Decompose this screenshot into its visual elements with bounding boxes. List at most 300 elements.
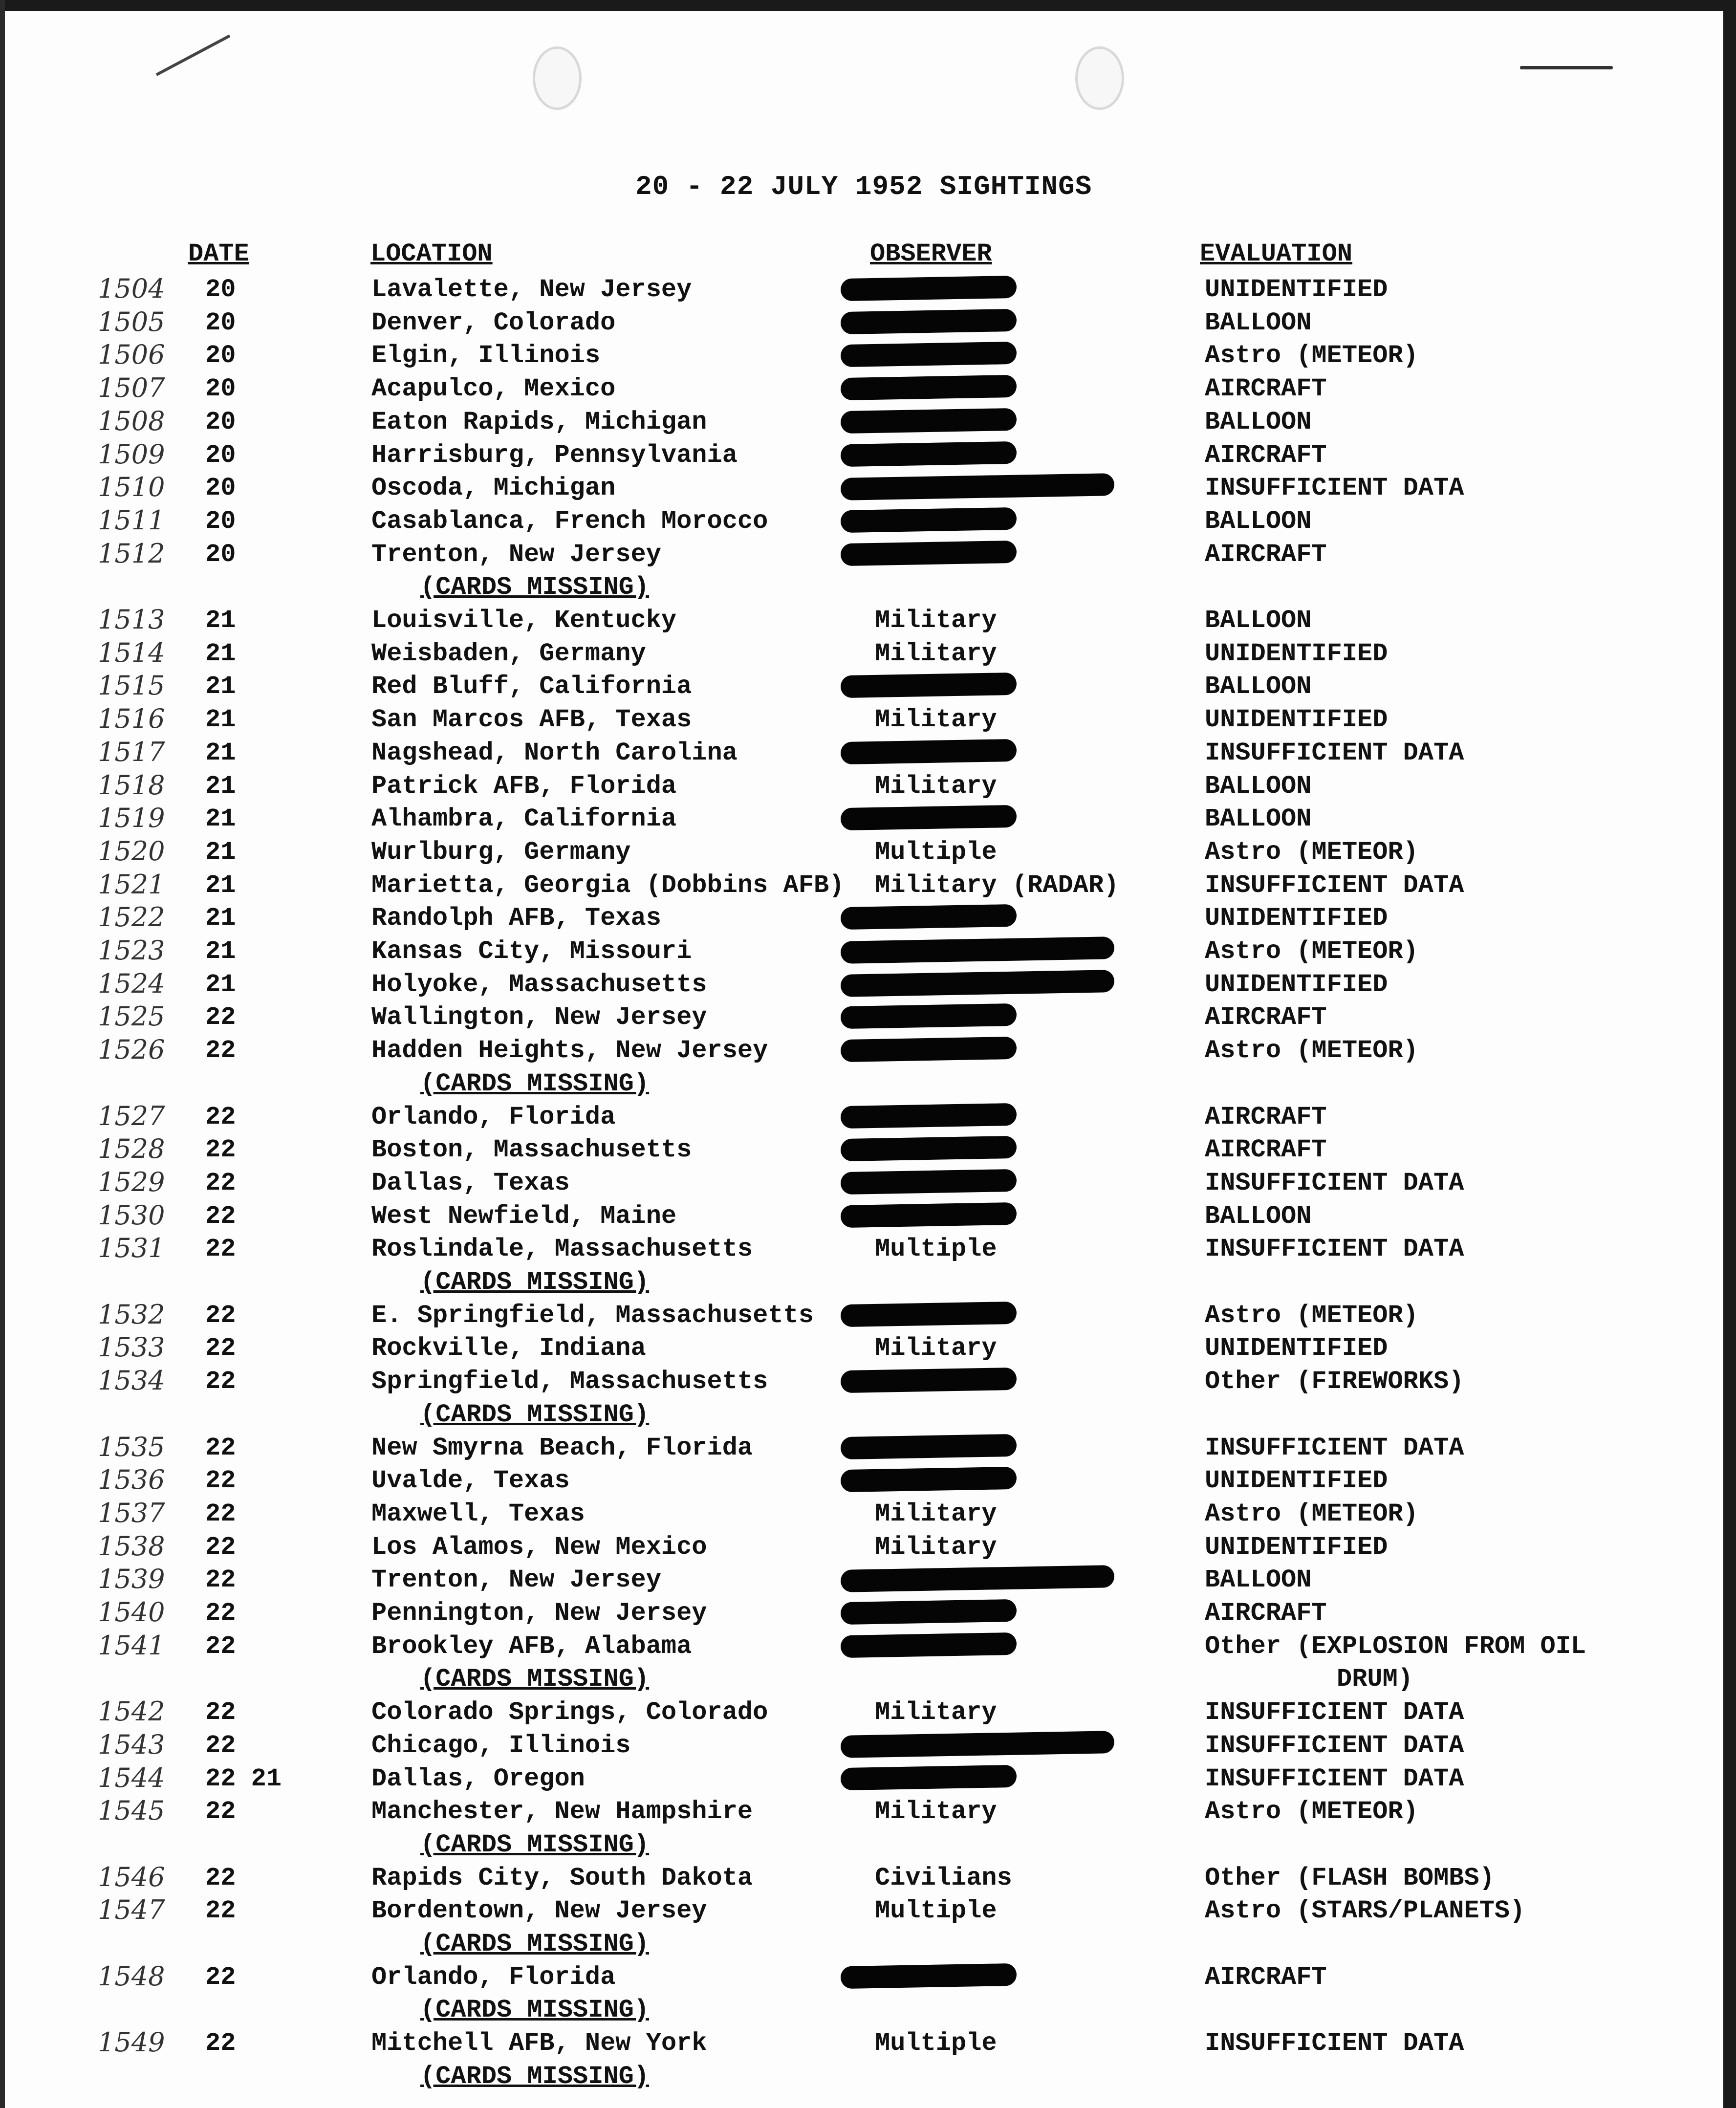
observer-cell: Civilians: [875, 1863, 1012, 1892]
evaluation-cell: UNIDENTIFIED: [1205, 1532, 1388, 1562]
location-cell: Trenton, New Jersey: [371, 1565, 661, 1595]
case-number: 1520: [98, 835, 165, 867]
scan-border-right: [1723, 0, 1736, 2108]
evaluation-cell: Astro (STARS/PLANETS): [1205, 1896, 1525, 1926]
location-cell: Roslindale, Massachusetts: [371, 1235, 753, 1264]
table-row: [0, 937, 1720, 971]
table-row-continuation: [0, 1665, 1720, 1699]
case-number: 1549: [98, 2027, 165, 2058]
location-cell: Harrisburg, Pennsylvania: [371, 440, 738, 470]
cards-missing-note: (CARDS MISSING): [420, 1268, 650, 1297]
note-row: [0, 1069, 1720, 1104]
date-cell: 22: [205, 1499, 236, 1528]
case-number: 1506: [98, 339, 165, 370]
note-row: [0, 1830, 1720, 1865]
location-cell: Mitchell AFB, New York: [371, 2029, 707, 2058]
case-number: 1531: [98, 1233, 165, 1264]
observer-cell: Military: [875, 1698, 997, 1727]
header-evaluation: EVALUATION: [1200, 239, 1353, 268]
date-cell: 22: [205, 1599, 236, 1628]
table-row: [0, 1166, 1720, 1203]
table-row: [0, 405, 1720, 442]
date-cell: 21: [205, 970, 236, 999]
observer-cell: Multiple: [875, 1235, 997, 1264]
date-cell: 21: [205, 738, 236, 767]
evaluation-cell: INSUFFICIENT DATA: [1205, 870, 1464, 900]
date-cell: 22: [205, 1896, 236, 1926]
date-cell: 22: [205, 1201, 236, 1231]
table-row: [0, 474, 1720, 508]
table-row: [0, 1530, 1720, 1567]
table-row: [0, 1135, 1720, 1170]
case-number: 1516: [98, 703, 165, 735]
observer-cell: Military: [875, 1797, 997, 1826]
observer-cell: Military (RADAR): [875, 870, 1119, 900]
date-cell: 22: [205, 1367, 236, 1396]
location-cell: Hadden Heights, New Jersey: [371, 1036, 768, 1065]
location-cell: Dallas, Oregon: [371, 1764, 585, 1793]
case-number: 1508: [98, 405, 165, 436]
case-number: 1525: [98, 1001, 165, 1032]
location-cell: Trenton, New Jersey: [371, 540, 661, 569]
location-cell: Eaton Rapids, Michigan: [371, 407, 707, 436]
redaction-bar: [841, 904, 1017, 930]
case-number: 1527: [98, 1100, 165, 1131]
evaluation-cell: INSUFFICIENT DATA: [1205, 1731, 1464, 1760]
case-number: 1507: [98, 372, 165, 404]
table-row: [0, 1764, 1720, 1799]
date-cell: 21: [205, 771, 236, 801]
case-number: 1535: [98, 1431, 165, 1462]
evaluation-cell: Astro (METEOR): [1205, 1301, 1418, 1330]
redaction-bar: [841, 1169, 1017, 1195]
header-date: DATE: [188, 239, 249, 268]
table-row: [0, 1199, 1720, 1236]
redaction-bar: [841, 309, 1017, 334]
date-cell: 21: [205, 937, 236, 966]
case-number: 1526: [98, 1034, 165, 1065]
redaction-bar: [841, 1467, 1017, 1492]
table-row: [0, 736, 1720, 773]
evaluation-cell: Astro (METEOR): [1205, 1036, 1418, 1065]
location-cell: Nagshead, North Carolina: [371, 738, 738, 767]
case-number: 1536: [98, 1464, 165, 1496]
evaluation-cell: INSUFFICIENT DATA: [1205, 738, 1464, 767]
evaluation-cell: Other (EXPLOSION FROM OIL: [1205, 1631, 1586, 1661]
date-cell: 22: [205, 1962, 236, 1992]
date-cell: 22: [205, 1433, 236, 1462]
location-cell: San Marcos AFB, Texas: [371, 705, 692, 735]
table-row: [0, 540, 1720, 574]
location-cell: Lavalette, New Jersey: [371, 275, 692, 304]
evaluation-cell: Other (FIREWORKS): [1205, 1367, 1464, 1396]
table-row: [0, 1565, 1720, 1600]
redaction-bar: [841, 1136, 1017, 1161]
observer-cell: Military: [875, 1499, 997, 1528]
date-cell: 20: [205, 506, 236, 536]
table-row: [0, 504, 1720, 541]
evaluation-cell-continued: DRUM): [1337, 1665, 1413, 1694]
table-row: [0, 1431, 1720, 1468]
location-cell: Springfield, Massachusetts: [371, 1367, 768, 1396]
case-number: 1533: [98, 1332, 165, 1363]
date-cell: 22: [205, 1565, 236, 1595]
note-row: [0, 2062, 1720, 2096]
evaluation-cell: BALLOON: [1205, 804, 1312, 834]
date-cell: 22: [205, 1334, 236, 1363]
case-number: 1547: [98, 1894, 165, 1926]
evaluation-cell: BALLOON: [1205, 506, 1312, 536]
cards-missing-note: (CARDS MISSING): [420, 1400, 650, 1429]
case-number: 1548: [98, 1960, 165, 1992]
evaluation-cell: UNIDENTIFIED: [1205, 1466, 1388, 1496]
location-cell: New Smyrna Beach, Florida: [371, 1433, 753, 1462]
redaction-bar: [841, 1103, 1017, 1128]
location-cell: E. Springfield, Massachusetts: [371, 1301, 814, 1330]
evaluation-cell: BALLOON: [1205, 308, 1312, 337]
date-cell: 22: [205, 1532, 236, 1562]
case-number: 1537: [98, 1497, 165, 1528]
punch-hole-right: [1075, 46, 1124, 110]
case-number: 1518: [98, 769, 165, 801]
punch-hole-left: [533, 46, 582, 110]
date-cell: 22: [205, 1301, 236, 1330]
evaluation-cell: UNIDENTIFIED: [1205, 1334, 1388, 1363]
location-cell: Manchester, New Hampshire: [371, 1797, 753, 1826]
date-cell: 21: [205, 804, 236, 834]
table-row: [0, 804, 1720, 839]
table-row: [0, 1334, 1720, 1368]
redaction-bar: [841, 1003, 1017, 1029]
note-row: [0, 573, 1720, 607]
evaluation-cell: BALLOON: [1205, 606, 1312, 635]
case-number: 1505: [98, 306, 165, 337]
case-number: 1509: [98, 438, 165, 470]
table-row: [0, 1367, 1720, 1401]
evaluation-cell: AIRCRAFT: [1205, 440, 1327, 470]
redaction-bar: [841, 375, 1017, 400]
evaluation-cell: UNIDENTIFIED: [1205, 639, 1388, 668]
case-number: 1510: [98, 472, 165, 503]
evaluation-cell: AIRCRAFT: [1205, 1135, 1327, 1165]
redaction-bar: [841, 1731, 1115, 1758]
date-cell: 20: [205, 540, 236, 569]
location-cell: Uvalde, Texas: [371, 1466, 570, 1496]
date-cell: 20: [205, 374, 236, 404]
location-cell: Pennington, New Jersey: [371, 1599, 707, 1628]
date-cell: 22 21: [205, 1764, 282, 1793]
table-row: [0, 672, 1720, 706]
top-rule-mark: [1520, 66, 1613, 69]
table-row: [0, 1698, 1720, 1732]
header-observer: OBSERVER: [870, 239, 992, 268]
table-row: [0, 606, 1720, 640]
location-cell: Louisville, Kentucky: [371, 606, 677, 635]
table-row: [0, 1301, 1720, 1335]
cards-missing-note: (CARDS MISSING): [420, 1069, 650, 1098]
table-row: [0, 705, 1720, 739]
case-number: 1504: [98, 273, 165, 304]
evaluation-cell: UNIDENTIFIED: [1205, 904, 1388, 933]
date-cell: 22: [205, 1102, 236, 1131]
redaction-bar: [841, 1599, 1017, 1625]
table-row: [0, 970, 1720, 1004]
redaction-bar: [841, 507, 1017, 533]
date-cell: 22: [205, 1036, 236, 1065]
table-row: [0, 1861, 1720, 1898]
redaction-bar: [841, 1202, 1017, 1227]
note-row: [0, 1996, 1720, 2030]
redaction-bar: [841, 739, 1017, 764]
note-row: [0, 1400, 1720, 1434]
date-cell: 21: [205, 837, 236, 867]
location-cell: Randolph AFB, Texas: [371, 904, 661, 933]
case-number: 1542: [98, 1696, 165, 1727]
table-row: [0, 1036, 1720, 1070]
redaction-bar: [841, 673, 1017, 698]
case-number: 1540: [98, 1597, 165, 1628]
observer-cell: Multiple: [875, 837, 997, 867]
date-cell: 21: [205, 904, 236, 933]
redaction-bar: [841, 540, 1017, 565]
location-cell: Rockville, Indiana: [371, 1334, 646, 1363]
case-number: 1519: [98, 803, 165, 834]
scan-border-top: [0, 0, 1736, 11]
case-number: 1543: [98, 1729, 165, 1760]
note-row: [0, 1930, 1720, 1964]
table-row: [0, 1599, 1720, 1633]
evaluation-cell: INSUFFICIENT DATA: [1205, 1168, 1464, 1197]
location-cell: Kansas City, Missouri: [371, 937, 692, 966]
case-number: 1534: [98, 1365, 165, 1396]
redaction-bar: [841, 1963, 1017, 1989]
table-row: [0, 374, 1720, 409]
observer-cell: Military: [875, 705, 997, 735]
table-row: [0, 341, 1720, 375]
evaluation-cell: Astro (METEOR): [1205, 1797, 1418, 1826]
observer-cell: Multiple: [875, 2029, 997, 2058]
location-cell: Rapids City, South Dakota: [371, 1863, 753, 1892]
evaluation-cell: UNIDENTIFIED: [1205, 970, 1388, 999]
redaction-bar: [841, 1368, 1017, 1393]
page-title: 20 - 22 JULY 1952 SIGHTINGS: [635, 171, 1092, 202]
date-cell: 22: [205, 2029, 236, 2058]
redaction-bar: [841, 1632, 1017, 1658]
case-number: 1528: [98, 1133, 165, 1165]
case-number: 1523: [98, 935, 165, 966]
evaluation-cell: BALLOON: [1205, 1201, 1312, 1231]
observer-cell: Military: [875, 771, 997, 801]
observer-cell: Multiple: [875, 1896, 997, 1926]
case-number: 1511: [98, 504, 165, 536]
case-number: 1539: [98, 1564, 165, 1595]
evaluation-cell: Other (FLASH BOMBS): [1205, 1863, 1495, 1892]
table-row: [0, 639, 1720, 674]
evaluation-cell: AIRCRAFT: [1205, 540, 1327, 569]
evaluation-cell: BALLOON: [1205, 771, 1312, 801]
location-cell: West Newfield, Maine: [371, 1201, 677, 1231]
date-cell: 22: [205, 1235, 236, 1264]
pen-mark: [156, 35, 231, 76]
evaluation-cell: UNIDENTIFIED: [1205, 275, 1388, 304]
date-cell: 22: [205, 1003, 236, 1032]
redaction-bar: [841, 473, 1115, 500]
date-cell: 22: [205, 1797, 236, 1826]
redaction-bar: [841, 970, 1115, 997]
evaluation-cell: Astro (METEOR): [1205, 341, 1418, 370]
evaluation-cell: AIRCRAFT: [1205, 1599, 1327, 1628]
evaluation-cell: Astro (METEOR): [1205, 1499, 1418, 1528]
date-cell: 21: [205, 705, 236, 735]
date-cell: 20: [205, 440, 236, 470]
redaction-bar: [841, 276, 1017, 301]
table-row: [0, 769, 1720, 806]
table-row: [0, 1960, 1720, 1997]
date-cell: 22: [205, 1631, 236, 1661]
date-cell: 21: [205, 870, 236, 900]
redaction-bar: [841, 936, 1115, 964]
table-row: [0, 1466, 1720, 1500]
location-cell: Colorado Springs, Colorado: [371, 1698, 768, 1727]
observer-cell: Military: [875, 639, 997, 668]
date-cell: 21: [205, 606, 236, 635]
observer-cell: Military: [875, 606, 997, 635]
cards-missing-note: (CARDS MISSING): [420, 1996, 650, 2025]
location-cell: Marietta, Georgia (Dobbins AFB): [371, 870, 845, 900]
case-number: 1530: [98, 1199, 165, 1231]
location-cell: Dallas, Texas: [371, 1168, 570, 1197]
location-cell: Wallington, New Jersey: [371, 1003, 707, 1032]
location-cell: Oscoda, Michigan: [371, 474, 616, 503]
location-cell: Holyoke, Massachusetts: [371, 970, 707, 999]
observer-cell: Military: [875, 1334, 997, 1363]
evaluation-cell: AIRCRAFT: [1205, 1962, 1327, 1992]
date-cell: 22: [205, 1168, 236, 1197]
evaluation-cell: AIRCRAFT: [1205, 1003, 1327, 1032]
table-row: [0, 438, 1720, 475]
redaction-bar: [841, 408, 1017, 434]
cards-missing-note: (CARDS MISSING): [420, 2062, 650, 2091]
date-cell: 20: [205, 474, 236, 503]
evaluation-cell: BALLOON: [1205, 407, 1312, 436]
case-number: 1529: [98, 1166, 165, 1197]
date-cell: 22: [205, 1466, 236, 1496]
note-row: [0, 1268, 1720, 1302]
location-cell: Patrick AFB, Florida: [371, 771, 677, 801]
date-cell: 20: [205, 407, 236, 436]
case-number: 1538: [98, 1530, 165, 1562]
cards-missing-note: (CARDS MISSING): [420, 573, 650, 602]
case-number: 1544: [98, 1762, 165, 1793]
table-row: [0, 1896, 1720, 1931]
case-number: 1546: [98, 1861, 165, 1892]
table-row: [0, 275, 1720, 309]
redaction-bar: [841, 342, 1017, 367]
location-cell: Orlando, Florida: [371, 1102, 616, 1131]
evaluation-cell: INSUFFICIENT DATA: [1205, 2029, 1464, 2058]
location-cell: Acapulco, Mexico: [371, 374, 616, 404]
case-number: 1521: [98, 869, 165, 900]
case-number: 1513: [98, 604, 165, 635]
location-cell: Brookley AFB, Alabama: [371, 1631, 692, 1661]
evaluation-cell: INSUFFICIENT DATA: [1205, 1764, 1464, 1793]
evaluation-cell: AIRCRAFT: [1205, 374, 1327, 404]
case-number: 1514: [98, 637, 165, 668]
case-number: 1541: [98, 1630, 165, 1661]
date-cell: 22: [205, 1863, 236, 1892]
evaluation-cell: BALLOON: [1205, 672, 1312, 701]
redaction-bar: [841, 1302, 1017, 1327]
redaction-bar: [841, 1434, 1017, 1459]
redaction-bar: [841, 1037, 1017, 1062]
location-cell: Chicago, Illinois: [371, 1731, 631, 1760]
date-cell: 22: [205, 1135, 236, 1165]
case-number: 1545: [98, 1795, 165, 1826]
location-cell: Maxwell, Texas: [371, 1499, 585, 1528]
evaluation-cell: INSUFFICIENT DATA: [1205, 1698, 1464, 1727]
redaction-bar: [841, 1764, 1017, 1790]
evaluation-cell: UNIDENTIFIED: [1205, 705, 1388, 735]
table-row: [0, 2029, 1720, 2063]
location-cell: Boston, Massachusetts: [371, 1135, 692, 1165]
date-cell: 22: [205, 1698, 236, 1727]
location-cell: Weisbaden, Germany: [371, 639, 646, 668]
location-cell: Denver, Colorado: [371, 308, 616, 337]
evaluation-cell: Astro (METEOR): [1205, 837, 1418, 867]
location-cell: Elgin, Illinois: [371, 341, 601, 370]
evaluation-cell: INSUFFICIENT DATA: [1205, 1433, 1464, 1462]
table-row: [0, 871, 1720, 905]
date-cell: 20: [205, 275, 236, 304]
cards-missing-note: (CARDS MISSING): [420, 1830, 650, 1859]
table-row: [0, 1797, 1720, 1831]
table-row: [0, 1731, 1720, 1765]
table-row: [0, 835, 1720, 872]
case-number: 1532: [98, 1299, 165, 1330]
table-row: [0, 904, 1720, 938]
location-cell: Los Alamos, New Mexico: [371, 1532, 707, 1562]
redaction-bar: [841, 1565, 1115, 1592]
case-number: 1512: [98, 538, 165, 569]
location-cell: Wurlburg, Germany: [371, 837, 631, 867]
table-row: [0, 308, 1720, 343]
table-row: [0, 1100, 1720, 1137]
evaluation-cell: Astro (METEOR): [1205, 937, 1418, 966]
date-cell: 20: [205, 341, 236, 370]
location-cell: Casablanca, French Morocco: [371, 506, 768, 536]
evaluation-cell: INSUFFICIENT DATA: [1205, 1235, 1464, 1264]
date-cell: 22: [205, 1731, 236, 1760]
location-cell: Red Bluff, California: [371, 672, 692, 701]
evaluation-cell: INSUFFICIENT DATA: [1205, 474, 1464, 503]
date-cell: 21: [205, 639, 236, 668]
table-row: [0, 1003, 1720, 1037]
location-cell: Orlando, Florida: [371, 1962, 616, 1992]
observer-cell: Military: [875, 1532, 997, 1562]
date-cell: 20: [205, 308, 236, 337]
case-number: 1524: [98, 968, 165, 999]
table-row: [0, 1497, 1720, 1534]
location-cell: Bordentown, New Jersey: [371, 1896, 707, 1926]
date-cell: 21: [205, 672, 236, 701]
evaluation-cell: BALLOON: [1205, 1565, 1312, 1595]
header-location: LOCATION: [370, 239, 493, 268]
location-cell: Alhambra, California: [371, 804, 677, 834]
evaluation-cell: AIRCRAFT: [1205, 1102, 1327, 1131]
cards-missing-note: (CARDS MISSING): [420, 1665, 650, 1694]
table-row: [0, 1235, 1720, 1269]
cards-missing-note: (CARDS MISSING): [420, 1930, 650, 1958]
